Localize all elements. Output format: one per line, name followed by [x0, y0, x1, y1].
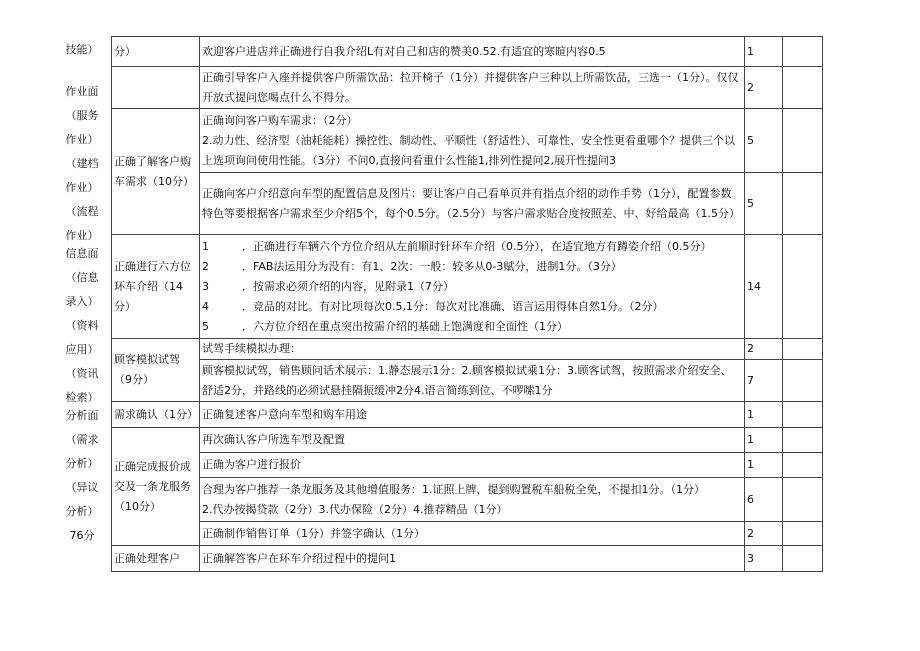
- list-item: 5 ．六方位介绍在重点突出按需介绍的基础上饱满度和全面性（1分）: [202, 319, 568, 333]
- category-skills: 技能）: [65, 43, 99, 56]
- list-item: 4 ．竞品的对比。有对比项每次0.5,1分：每次对比准确、语言运用得体自然1分。（2分）: [202, 299, 664, 313]
- blank-cell: [783, 428, 823, 453]
- table-row: [112, 37, 823, 67]
- table-row: [112, 402, 823, 428]
- blank-cell: [783, 478, 823, 522]
- score-cell: 2: [745, 339, 783, 360]
- sub-item-cell: 正确处理客户: [112, 546, 200, 572]
- scoring-table: [111, 36, 823, 572]
- criteria-cell: 正确为客户进行报价: [200, 453, 745, 478]
- score-cell: 2: [745, 522, 783, 546]
- sub-item-cell: 正确了解客户购车需求（10分）: [112, 109, 200, 235]
- list-item: 1 ．正确进行车辆六个方位介绍从左前顺时针环车介绍（0.5分），在适宜地方有蹲姿介绍（0.5分）: [202, 239, 712, 253]
- criteria-cell: 正确向客户介绍意向车型的配置信息及图片：要让客户自己看单页并有指点介绍的动作手势（1分），配置参数特色等要根据客户需求至少介绍5个，每个0.5分。（2.5分）与客户需求贴合度按照差、中、好给最高（1.5分）: [200, 173, 745, 235]
- table-row: [112, 522, 823, 546]
- category-information: 信息面 （信息 录入） （资料 应用） （资讯 检索）: [65, 247, 99, 404]
- criteria-cell: [200, 235, 745, 339]
- score-cell: 1: [745, 453, 783, 478]
- blank-cell: [783, 402, 823, 428]
- sub-item-cell: 需求确认（1分）: [112, 402, 200, 428]
- blank-cell: [783, 453, 823, 478]
- table-row: [112, 546, 823, 572]
- list-item: 3 ．按需求必须介绍的内容，见附录1（7分）: [202, 279, 454, 293]
- blank-cell: [783, 67, 823, 109]
- criteria-cell: 正确复述客户意向车型和购车用途: [200, 402, 745, 428]
- blank-cell: [783, 37, 823, 67]
- score-cell: 2: [745, 67, 783, 109]
- sub-item-cell: 顾客模拟试驾 （9分）: [112, 339, 200, 402]
- blank-cell: [783, 339, 823, 360]
- table-row: [112, 428, 823, 453]
- table-row: [112, 360, 823, 402]
- blank-cell: [783, 235, 823, 339]
- score-cell: 14: [745, 235, 783, 339]
- table-row: [112, 478, 823, 522]
- criteria-cell: 欢迎客户进店并正确进行自我介绍L有对自己和店的赞美0.52.有适宜的寒暄内容0.5: [200, 37, 745, 67]
- sub-item-cell: 正确进行六方位环车介绍（14分）: [112, 235, 200, 339]
- table-row: [112, 67, 823, 109]
- criteria-cell: 正确引导客户入座并提供客户所需饮品：拉开椅子（1分）并提供客户三种以上所需饮品，三选一（1分）。仅仅开放式提问您喝点什么不得分。: [200, 67, 745, 109]
- blank-cell: [783, 109, 823, 173]
- table-row: [112, 109, 823, 173]
- table-row: [112, 235, 823, 339]
- score-cell: 1: [745, 402, 783, 428]
- blank-cell: [783, 360, 823, 402]
- criteria-cell: 试驾手续模拟办理：: [200, 339, 745, 360]
- criteria-cell: 正确询问客户购车需求：（2分） 2.动力性、经济型（油耗能耗）操控性、制动性、平顺性（舒适性）、可靠性、安全性更看重哪个？提供三个以上选项询问使用性能。（3分）不问0,直接问看重什么性能1,排列性提问2,展开性提问3: [200, 109, 745, 173]
- score-cell: 3: [745, 546, 783, 572]
- sub-item-cell: [112, 67, 200, 109]
- table-row: [112, 173, 823, 235]
- criteria-cell: 顾客模拟试驾，销售顾问话术展示：1.静态展示1分：2.顾客模拟试乘1分：3.顾客试驾，按照需求介绍安全、舒适2分，并路线的必须试悬挂隔振缓冲2分4.语言简练到位、不啰嗦1分: [200, 360, 745, 402]
- sub-item-cell: 正确完成报价成交及一条龙服务（10分）: [112, 428, 200, 546]
- blank-cell: [783, 173, 823, 235]
- table-row: [112, 453, 823, 478]
- score-cell: 6: [745, 478, 783, 522]
- list-item: 2 ．FAB法运用分为没有：有1、2次：一般：较多从0-3赋分，进制1分。（3分）: [202, 259, 622, 273]
- category-analysis: 分析面 （需求 分析） （异议 分析） 76分: [65, 409, 99, 542]
- criteria-cell: 合理为客户推荐一条龙服务及其他增值服务：1.证照上牌，提到购置税车船税全免，不提扣1分。（1分） 2.代办按揭贷款（2分）3.代办保险（2分）4.推荐精品（1分）: [200, 478, 745, 522]
- score-cell: 5: [745, 173, 783, 235]
- criteria-cell: 正确解答客户在环车介绍过程中的提问1: [200, 546, 745, 572]
- score-cell: 7: [745, 360, 783, 402]
- blank-cell: [783, 546, 823, 572]
- score-cell: 1: [745, 428, 783, 453]
- category-operations: 作业面 （服务 作业） （建档 作业） （流程 作业）: [65, 85, 99, 242]
- criteria-cell: 正确制作销售订单（1分）并签字确认（1分）: [200, 522, 745, 546]
- score-cell: 1: [745, 37, 783, 67]
- sub-item-cell: 分）: [112, 37, 200, 67]
- score-cell: 5: [745, 109, 783, 173]
- table-row: [112, 339, 823, 360]
- criteria-cell: 再次确认客户所选车型及配置: [200, 428, 745, 453]
- blank-cell: [783, 522, 823, 546]
